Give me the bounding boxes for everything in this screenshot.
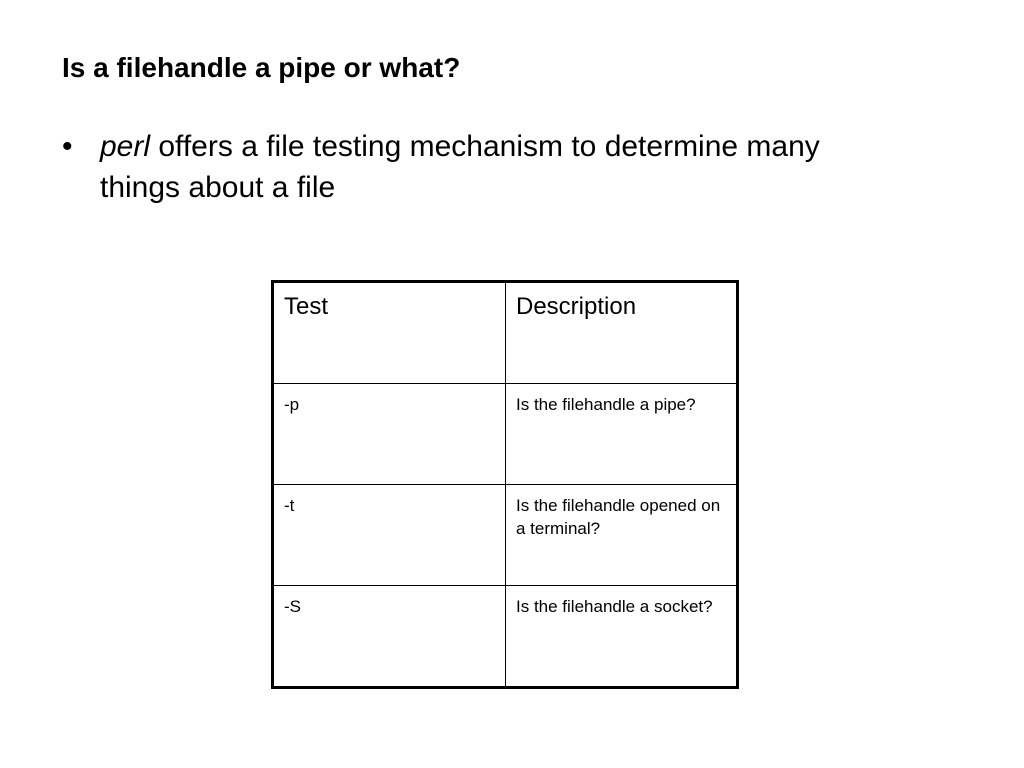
table-row: [273, 384, 738, 485]
bullet-italic-word: perl: [100, 130, 151, 163]
bullet-body: offers a file testing mechanism to determine many things about a file: [100, 130, 820, 204]
bullet-text: [100, 126, 860, 208]
header-description: Description: [506, 282, 738, 384]
table-cell-test: -S: [273, 586, 506, 688]
table-cell-test: -p: [273, 384, 506, 485]
slide-title: Is a filehandle a pipe or what?: [62, 52, 461, 83]
header-test: Test: [273, 282, 506, 384]
table-cell-description: Is the filehandle opened on a terminal?: [506, 485, 738, 586]
table-cell-test: -t: [273, 485, 506, 586]
bullet-marker: •: [62, 130, 73, 163]
table-cell-description: Is the filehandle a pipe?: [506, 384, 738, 485]
file-test-table: [271, 280, 739, 689]
table-row: [273, 485, 738, 586]
table-cell-description: Is the filehandle a socket?: [506, 586, 738, 688]
table-header-row: [273, 282, 738, 384]
table-row: [273, 586, 738, 688]
